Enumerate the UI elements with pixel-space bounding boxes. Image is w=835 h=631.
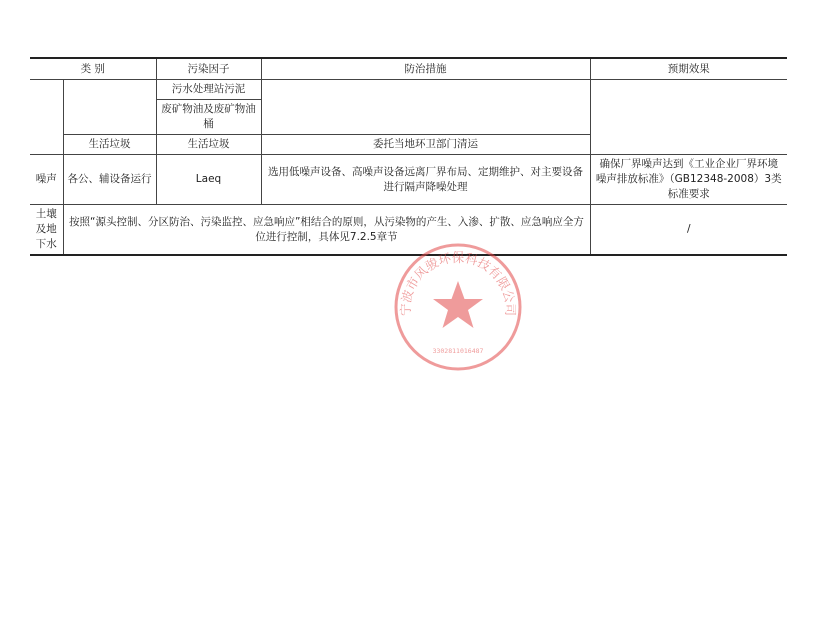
table-header-row bbox=[30, 58, 787, 80]
seal-company-name: 宁波市风骏环保科技有限公司 bbox=[397, 249, 519, 316]
empty-effect-cell bbox=[590, 80, 787, 155]
effect-soil: / bbox=[590, 205, 787, 256]
empty-measure-cell bbox=[261, 80, 590, 135]
company-seal-stamp bbox=[392, 241, 524, 373]
header-pollutant: 污染因子 bbox=[156, 58, 261, 80]
measures-table bbox=[30, 57, 787, 256]
effect-noise: 确保厂界噪声达到《工业企业厂界环境噪声排放标准》（GB12348-2008）3类标准要求 bbox=[590, 155, 787, 205]
measure-soil: 按照“源头控制、分区防治、污染监控、应急响应”相结合的原则，从污染物的产生、入渗、扩散、应急响应全方位进行控制，具体见7.2.5章节 bbox=[63, 205, 590, 256]
subcategory-noise: 各公、辅设备运行 bbox=[63, 155, 156, 205]
category-soil: 土壤及地下水 bbox=[30, 205, 63, 256]
seal-star-icon bbox=[433, 281, 483, 328]
seal-code: 3302811016487 bbox=[432, 347, 484, 355]
measure-noise: 选用低噪声设备、高噪声设备远离厂界布局、定期维护、对主要设备进行隔声降噪处理 bbox=[261, 155, 590, 205]
pollutant-sludge: 污水处理站污泥 bbox=[156, 80, 261, 100]
pollutant-waste-oil: 废矿物油及废矿物油桶 bbox=[156, 100, 261, 135]
empty-category-cell bbox=[30, 80, 63, 155]
empty-subcategory-cell bbox=[63, 80, 156, 135]
pollutant-garbage: 生活垃圾 bbox=[156, 135, 261, 155]
table-row bbox=[30, 80, 787, 100]
measure-garbage: 委托当地环卫部门清运 bbox=[261, 135, 590, 155]
header-category: 类 别 bbox=[30, 58, 156, 80]
header-expected-effect: 预期效果 bbox=[590, 58, 787, 80]
category-noise: 噪声 bbox=[30, 155, 63, 205]
pollutant-noise: Laeq bbox=[156, 155, 261, 205]
table-row bbox=[30, 155, 787, 205]
subcategory-garbage: 生活垃圾 bbox=[63, 135, 156, 155]
header-measures: 防治措施 bbox=[261, 58, 590, 80]
